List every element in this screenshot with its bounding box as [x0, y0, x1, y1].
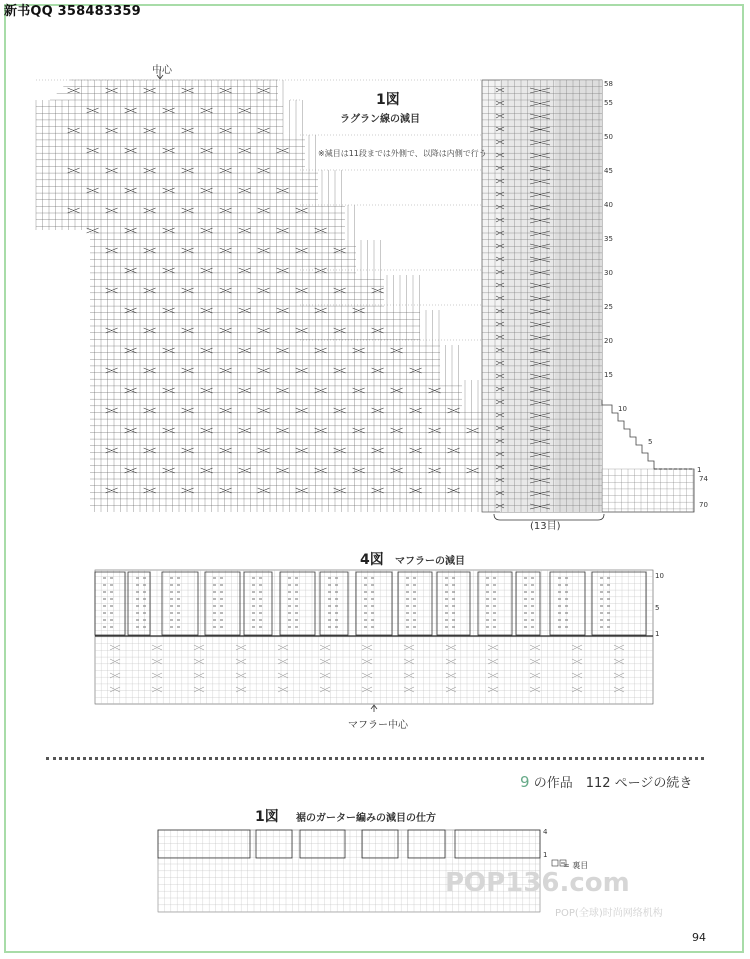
- figure1-note: ※減目は11段までは外側で、以降は内側で行う: [318, 149, 487, 158]
- header-text: 新书QQ 358483359: [4, 4, 141, 19]
- row-number: 50: [604, 133, 613, 141]
- row-number: 15: [604, 371, 613, 379]
- figure4-title: 4図: [360, 552, 384, 568]
- page-number: 94: [692, 931, 706, 944]
- row-number: 10: [655, 572, 664, 580]
- staircase-grid-lines: [602, 469, 694, 512]
- row-number: 58: [604, 80, 613, 88]
- continued-note: [520, 772, 692, 791]
- row-number: 5: [648, 438, 653, 446]
- row-number: 5: [655, 604, 660, 612]
- figure4-subtitle: マフラーの減目: [395, 556, 465, 567]
- muffler-grid-lines: [95, 570, 653, 704]
- section-separator: [46, 757, 704, 760]
- legend-text: = 裏目: [563, 861, 589, 870]
- row-number: 35: [604, 235, 613, 243]
- legend-empty-box: [552, 860, 558, 866]
- row-number: 55: [604, 99, 613, 107]
- row-number: 4: [543, 828, 548, 836]
- row-number: 1: [697, 466, 702, 474]
- watermark-subtext: POP(全球)时尚网络机构: [555, 908, 663, 919]
- muffler-center-label: マフラー中心: [348, 720, 408, 731]
- row-number: 1: [655, 630, 660, 638]
- figure1-title: 1図: [376, 92, 400, 108]
- hem-figure-title: 1図: [255, 809, 279, 825]
- row-number: 70: [699, 501, 708, 509]
- continued-text: の作品 112 ページの続き: [533, 776, 693, 791]
- work-number: 9: [520, 773, 530, 791]
- row-number: 45: [604, 167, 613, 175]
- watermark-logo: POP136.com: [445, 868, 630, 898]
- chart-panel-shade: [555, 80, 602, 512]
- row-number: 40: [604, 201, 613, 209]
- row-number: 10: [618, 405, 627, 413]
- row-number: 1: [543, 851, 548, 859]
- chart-grid-lines: [36, 80, 482, 512]
- row-number: 30: [604, 269, 613, 277]
- row-number: 74: [699, 475, 708, 483]
- figure1-stitch-count: (13目): [530, 521, 561, 532]
- hem-figure-subtitle: 裾のガーター編みの減目の仕方: [296, 813, 436, 824]
- figure1-subtitle: ラグラン線の減目: [340, 114, 420, 125]
- center-label: 中心: [152, 65, 172, 76]
- row-number: 25: [604, 303, 613, 311]
- decrease-staircase: [602, 400, 694, 512]
- row-number: 20: [604, 337, 613, 345]
